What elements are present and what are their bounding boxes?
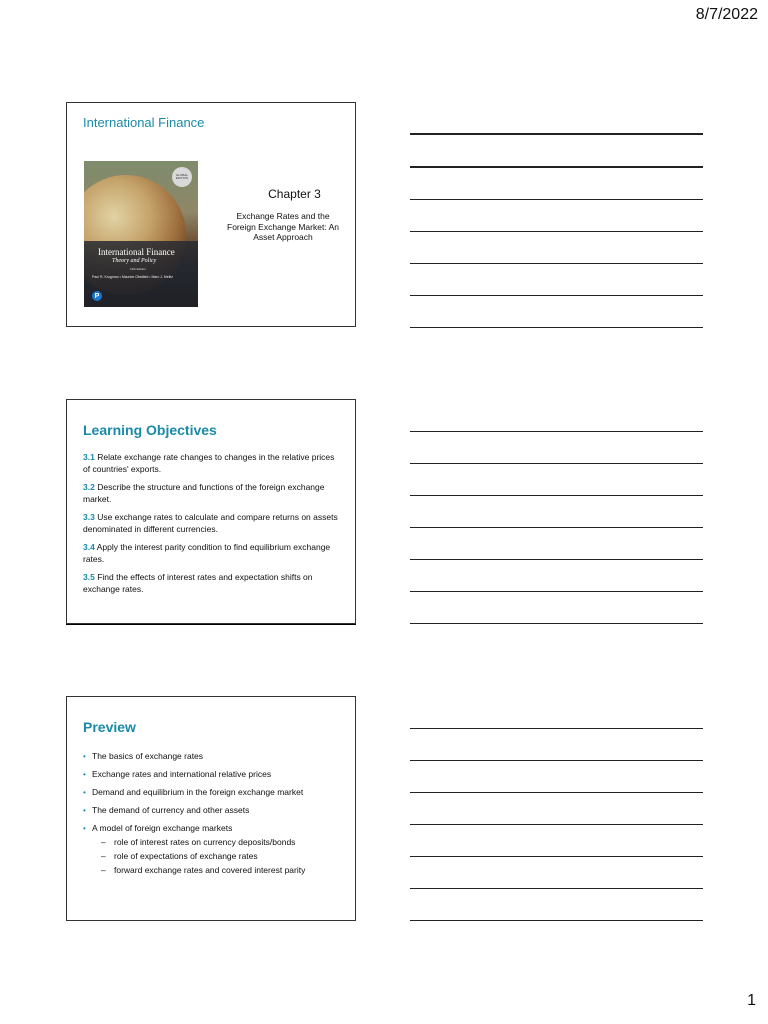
- bullet-icon: •: [83, 752, 86, 761]
- note-line: [410, 824, 703, 825]
- note-line: [410, 166, 703, 168]
- chapter-number: Chapter 3: [268, 187, 321, 201]
- note-line: [410, 527, 703, 528]
- dash-icon: –: [101, 851, 106, 861]
- note-line: [410, 463, 703, 464]
- objective-item: [83, 542, 343, 565]
- note-line: [410, 728, 703, 729]
- sub-bullet-item: [92, 837, 349, 848]
- objective-number: 3.4: [83, 542, 95, 552]
- notes-lines-1: [410, 133, 703, 359]
- bullet-icon: •: [83, 788, 86, 797]
- bullet-item: [83, 787, 349, 798]
- book-cover-image: [84, 161, 198, 307]
- bullet-item: [83, 823, 349, 876]
- bullet-item: [83, 769, 349, 780]
- objective-number: 3.1: [83, 452, 95, 462]
- sub-bullet-item: [92, 851, 349, 862]
- chapter-subtitle: Exchange Rates and the Foreign Exchange Market: An Asset Approach: [227, 211, 339, 242]
- note-line: [410, 263, 703, 264]
- note-line: [410, 133, 703, 135]
- note-line: [410, 856, 703, 857]
- cover-title: International Finance: [98, 247, 175, 257]
- objective-number: 3.3: [83, 512, 95, 522]
- objective-number: 3.2: [83, 482, 95, 492]
- note-line: [410, 591, 703, 592]
- notes-lines-3: [410, 728, 703, 952]
- note-line: [410, 559, 703, 560]
- bullet-text: Exchange rates and international relative prices: [92, 769, 272, 779]
- cover-subtitle: Theory and Policy: [112, 258, 157, 264]
- sub-bullet-text: role of interest rates on currency deposits/bonds: [114, 837, 296, 847]
- objective-text: Use exchange rates to calculate and compare returns on assets denominated in different currencies.: [83, 512, 338, 534]
- bullet-item: [83, 751, 349, 762]
- objective-number: 3.5: [83, 572, 95, 582]
- bullet-icon: •: [83, 806, 86, 815]
- objective-text: Describe the structure and functions of the foreign exchange market.: [83, 482, 325, 504]
- bullet-text: The basics of exchange rates: [92, 751, 204, 761]
- notes-lines-2: [410, 431, 703, 655]
- objectives-list: [83, 452, 343, 602]
- objective-text: Relate exchange rate changes to changes in the relative prices of countries' exports.: [83, 452, 335, 474]
- bullet-icon: •: [83, 824, 86, 833]
- note-line: [410, 920, 703, 921]
- slide-2-title: Learning Objectives: [83, 422, 217, 438]
- global-edition-badge: GLOBAL EDITION: [172, 167, 192, 187]
- cover-authors: Paul R. Krugman • Maurice Obstfeld • Marc J. Melitz: [92, 275, 174, 279]
- note-line: [410, 431, 703, 432]
- slide-3-title: Preview: [83, 719, 136, 735]
- preview-bullet-list: [83, 751, 349, 883]
- objective-item: [83, 572, 343, 595]
- objective-item: [83, 482, 343, 505]
- note-line: [410, 623, 703, 624]
- note-line: [410, 792, 703, 793]
- slide-3-thumbnail: [66, 696, 356, 921]
- bullet-item: [83, 805, 349, 816]
- note-line: [410, 888, 703, 889]
- publisher-logo-icon: P: [92, 291, 102, 301]
- sub-bullet-text: forward exchange rates and covered interest parity: [114, 865, 306, 875]
- note-line: [410, 199, 703, 200]
- slide-1-thumbnail: [66, 102, 356, 327]
- note-line: [410, 327, 703, 328]
- bullet-text: The demand of currency and other assets: [92, 805, 250, 815]
- note-line: [410, 495, 703, 496]
- bullet-text: A model of foreign exchange markets: [92, 823, 233, 833]
- sub-bullet-text: role of expectations of exchange rates: [114, 851, 258, 861]
- bullet-icon: •: [83, 770, 86, 779]
- note-line: [410, 231, 703, 232]
- bullet-text: Demand and equilibrium in the foreign exchange market: [92, 787, 304, 797]
- objective-text: Find the effects of interest rates and expectation shifts on exchange rates.: [83, 572, 313, 594]
- date-stamp: 8/7/2022: [695, 6, 758, 23]
- objective-text: Apply the interest parity condition to find equilibrium exchange rates.: [83, 542, 331, 564]
- dash-icon: –: [101, 837, 106, 847]
- slide-1-title: International Finance: [83, 115, 205, 130]
- objective-item: [83, 452, 343, 475]
- slide-2-thumbnail: [66, 399, 356, 624]
- objective-item: [83, 512, 343, 535]
- page-number: 1: [747, 992, 756, 1009]
- note-line: [410, 760, 703, 761]
- note-line: [410, 295, 703, 296]
- dash-icon: –: [101, 865, 106, 875]
- cover-edition: 12th Edition: [130, 267, 146, 271]
- sub-bullet-item: [92, 865, 349, 876]
